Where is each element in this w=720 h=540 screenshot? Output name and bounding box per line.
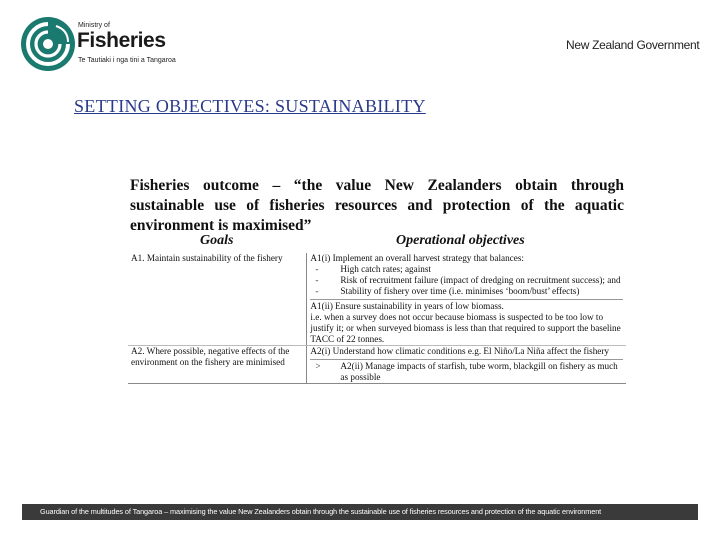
table-row: [128, 346, 626, 384]
list-item: [310, 275, 623, 286]
list-item-text: Risk of recruitment failure (impact of dredging on recruitment success); and: [340, 275, 621, 285]
nz-government-logo: New Zealand Government: [566, 38, 700, 52]
logo-wordmark: Fisheries: [77, 29, 166, 52]
bullet-marker: >: [315, 361, 321, 371]
fish-swirl-icon: [20, 16, 76, 72]
fisheries-outcome-statement: Fisheries outcome – “the value New Zealanders obtain through sustainable use of fisheries resources and protection of the aquatic environment is maximised”: [130, 177, 624, 234]
goal-cell: [128, 253, 307, 346]
ops-intro: A1(i) Implement an overall harvest strategy that balances:: [310, 253, 524, 263]
ops-extra-title: A1(ii) Ensure sustainability in years of low biomass.: [310, 301, 504, 311]
goal-text: A1. Maintain sustainability of the fishery: [131, 253, 283, 263]
ops-intro: A2(i) Understand how climatic conditions e.g. El Niño/La Niña affect the fishery: [310, 346, 610, 356]
operational-objectives-heading: Operational objectives: [396, 233, 525, 248]
logo-small-text: Ministry of: [78, 22, 110, 29]
list-item: [310, 359, 623, 383]
table-headings: [128, 233, 628, 252]
ops-extra: [310, 299, 623, 345]
logo-tagline: Te Tautiaki i nga tini a Tangaroa: [78, 57, 176, 64]
list-item: [310, 286, 623, 297]
ops-extra-body: i.e. when a survey does not occur because biomass is suspected to be too low to justify it; or when surveyed biomass is less than that required to support the baseline TACC of 22 tonnes.: [310, 312, 621, 344]
goals-heading: Goals: [200, 233, 234, 248]
list-item: [310, 264, 623, 275]
goal-cell: [128, 346, 307, 384]
ops-cell: [307, 346, 626, 384]
list-item-text: A2(ii) Manage impacts of starfish, tube worm, blackgill on fishery as much as possible: [340, 361, 618, 382]
bullet-marker: -: [315, 275, 319, 285]
footer-banner: [22, 504, 698, 520]
bullet-marker: -: [315, 286, 319, 296]
bullet-marker: -: [315, 264, 319, 274]
list-item-text: High catch rates; against: [340, 264, 431, 274]
footer-text: Guardian of the multitudes of Tangaroa – maximising the value New Zealanders obtain through the sustainable use of fisheries resources and protection of the aquatic environment: [40, 507, 602, 516]
goal-text: A2. Where possible, negative effects of the environment on the fishery are minimised: [131, 346, 290, 367]
ops-cell: [307, 253, 626, 346]
table-row: [128, 253, 626, 346]
ministry-of-fisheries-logo: [20, 16, 180, 74]
slide-title: SETTING OBJECTIVES: SUSTAINABILITY: [74, 96, 426, 116]
objectives-document: [128, 176, 628, 442]
list-item-text: Stability of fishery over time (i.e. minimises ‘boom/bust’ effects): [340, 286, 580, 296]
objectives-table: [128, 253, 626, 384]
